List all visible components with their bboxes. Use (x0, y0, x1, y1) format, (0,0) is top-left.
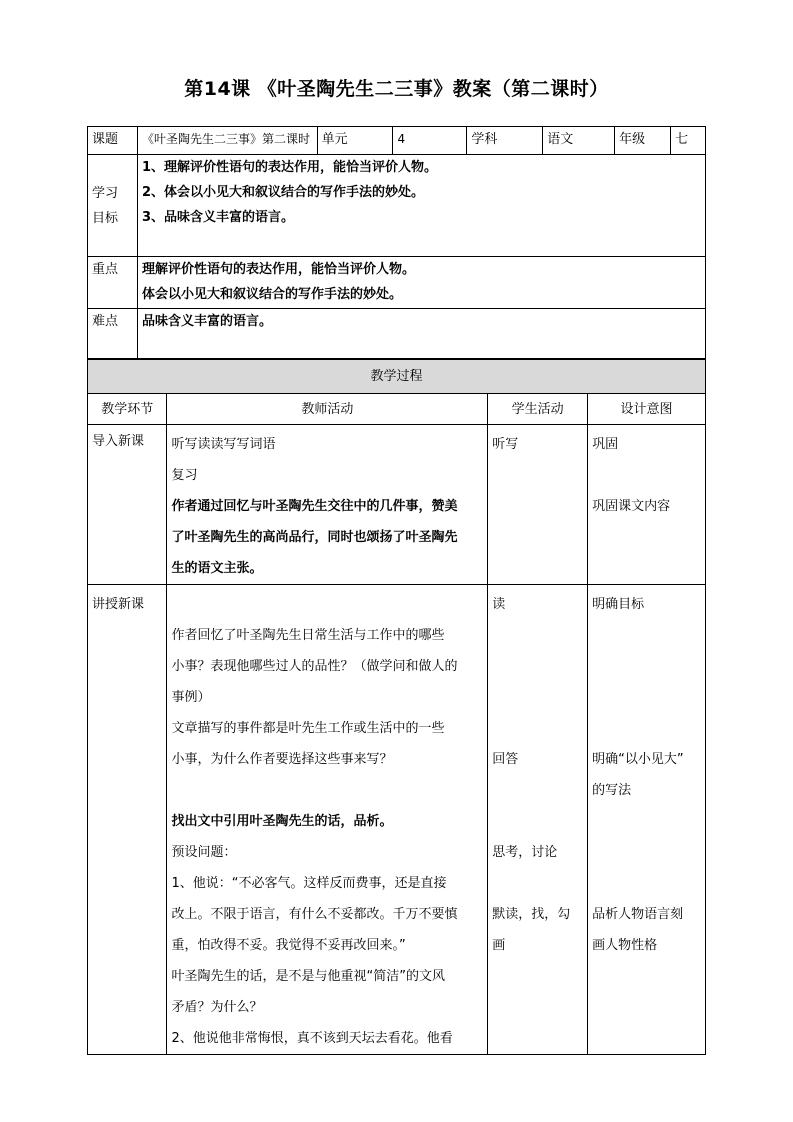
new-teacher-line: 小事，为什么作者要选择这些事来写？ (171, 752, 393, 767)
new-student-line: 思考，讨论 (492, 845, 558, 860)
new-student-line: 回答 (492, 752, 519, 767)
process-header: 教学过程 (88, 360, 706, 394)
new-student-line: 画 (492, 938, 506, 953)
new-intent-line: 明确目标 (592, 597, 645, 612)
new-teacher-line: 事例） (171, 690, 211, 705)
subject-label: 学科 (467, 127, 543, 155)
new-teacher-line: 改上。不限于语言，有什么不妥都改。千万不要慎 (171, 907, 458, 922)
key-point-item: 理解评价性语句的表达作用，能恰当评价人物。 (141, 262, 415, 277)
new-intent-line: 的写法 (592, 783, 632, 798)
new-teacher-line: 作者回忆了叶圣陶先生日常生活与工作中的哪些 (171, 628, 445, 643)
new-teacher-line: 预设问题： (171, 845, 237, 860)
goals-label-2: 目标 (92, 210, 119, 226)
intro-intent (588, 425, 706, 585)
new-teacher-line: 2、他说他非常悔恨，真不该到天坛去看花。他看 (171, 1031, 453, 1046)
new-teacher-line: 叶圣陶先生的话，是不是与他重视“简洁”的文风 (171, 969, 445, 984)
key-points-content (137, 257, 705, 309)
intro-teacher-line: 复习 (171, 468, 198, 483)
goals-content (137, 155, 705, 257)
new-teacher-bold-line: 找出文中引用叶圣陶先生的话，品析。 (171, 814, 393, 829)
lesson-info-table (87, 126, 706, 359)
course-value: 《叶圣陶先生二三事》第二课时 (137, 127, 317, 155)
new-intent (588, 585, 706, 1055)
col-header-student: 学生活动 (488, 394, 588, 425)
new-intent-line: 画人物性格 (592, 938, 658, 953)
goal-item: 1、理解评价性语句的表达作用，能恰当评价人物。 (141, 160, 437, 175)
goal-item: 3、品味含义丰富的语言。 (141, 210, 294, 225)
difficulty-content: 品味含义丰富的语言。 (137, 309, 705, 359)
teaching-process-table (87, 359, 706, 1055)
intro-teacher-bold-line: 了叶圣陶先生的高尚品行，同时也颂扬了叶圣陶先 (171, 530, 458, 545)
new-stage: 讲授新课 (88, 585, 167, 1055)
intro-intent-line: 巩固课文内容 (592, 499, 671, 514)
new-teacher (167, 585, 488, 1055)
difficulty-label: 难点 (88, 309, 138, 359)
col-header-teacher: 教师活动 (167, 394, 488, 425)
key-points-label: 重点 (88, 257, 138, 309)
key-point-item: 体会以小见大和叙议结合的写作手法的妙处。 (141, 287, 402, 302)
unit-value: 4 (393, 127, 467, 155)
intro-stage: 导入新课 (88, 425, 167, 585)
goals-label-1: 学习 (92, 185, 119, 201)
course-label: 课题 (88, 127, 138, 155)
intro-teacher-line: 听写读读写写词语 (171, 437, 276, 452)
new-student-line: 读 (492, 597, 506, 612)
new-intent-line: 明确“以小见大” (592, 752, 684, 767)
new-student (488, 585, 588, 1055)
grade-label: 年级 (615, 127, 671, 155)
new-teacher-line: 重，怕改得不妥。我觉得不妥再改回来。” (171, 938, 406, 953)
intro-intent-line: 巩固 (592, 437, 619, 452)
new-teacher-line: 矛盾？为什么？ (171, 1000, 263, 1015)
intro-teacher-bold-line: 作者通过回忆与叶圣陶先生交往中的几件事，赞美 (171, 499, 458, 514)
goals-label (88, 155, 138, 257)
new-teacher-line: 1、他说：“不必客气。这样反而费事，还是直接 (171, 876, 447, 891)
grade-value: 七 (670, 127, 705, 155)
goal-item: 2、体会以小见大和叙议结合的写作手法的妙处。 (141, 185, 424, 200)
col-header-intent: 设计意图 (588, 394, 706, 425)
new-teacher-line: 小事？表现他哪些过人的品性？（做学问和做人的 (171, 659, 458, 674)
page-title: 第14课 《叶圣陶先生二三事》教案（第二课时） (184, 78, 609, 100)
new-intent-line: 品析人物语言刻 (592, 907, 684, 922)
unit-label: 单元 (317, 127, 393, 155)
intro-teacher-bold-line: 生的语文主张。 (171, 561, 263, 576)
intro-student: 听写 (488, 425, 588, 585)
new-teacher-line: 文章描写的事件都是叶先生工作或生活中的一些 (171, 721, 445, 736)
new-student-line: 默读，找，勾 (492, 907, 571, 922)
subject-value: 语文 (543, 127, 615, 155)
col-header-stage: 教学环节 (88, 394, 167, 425)
intro-teacher (167, 425, 488, 585)
